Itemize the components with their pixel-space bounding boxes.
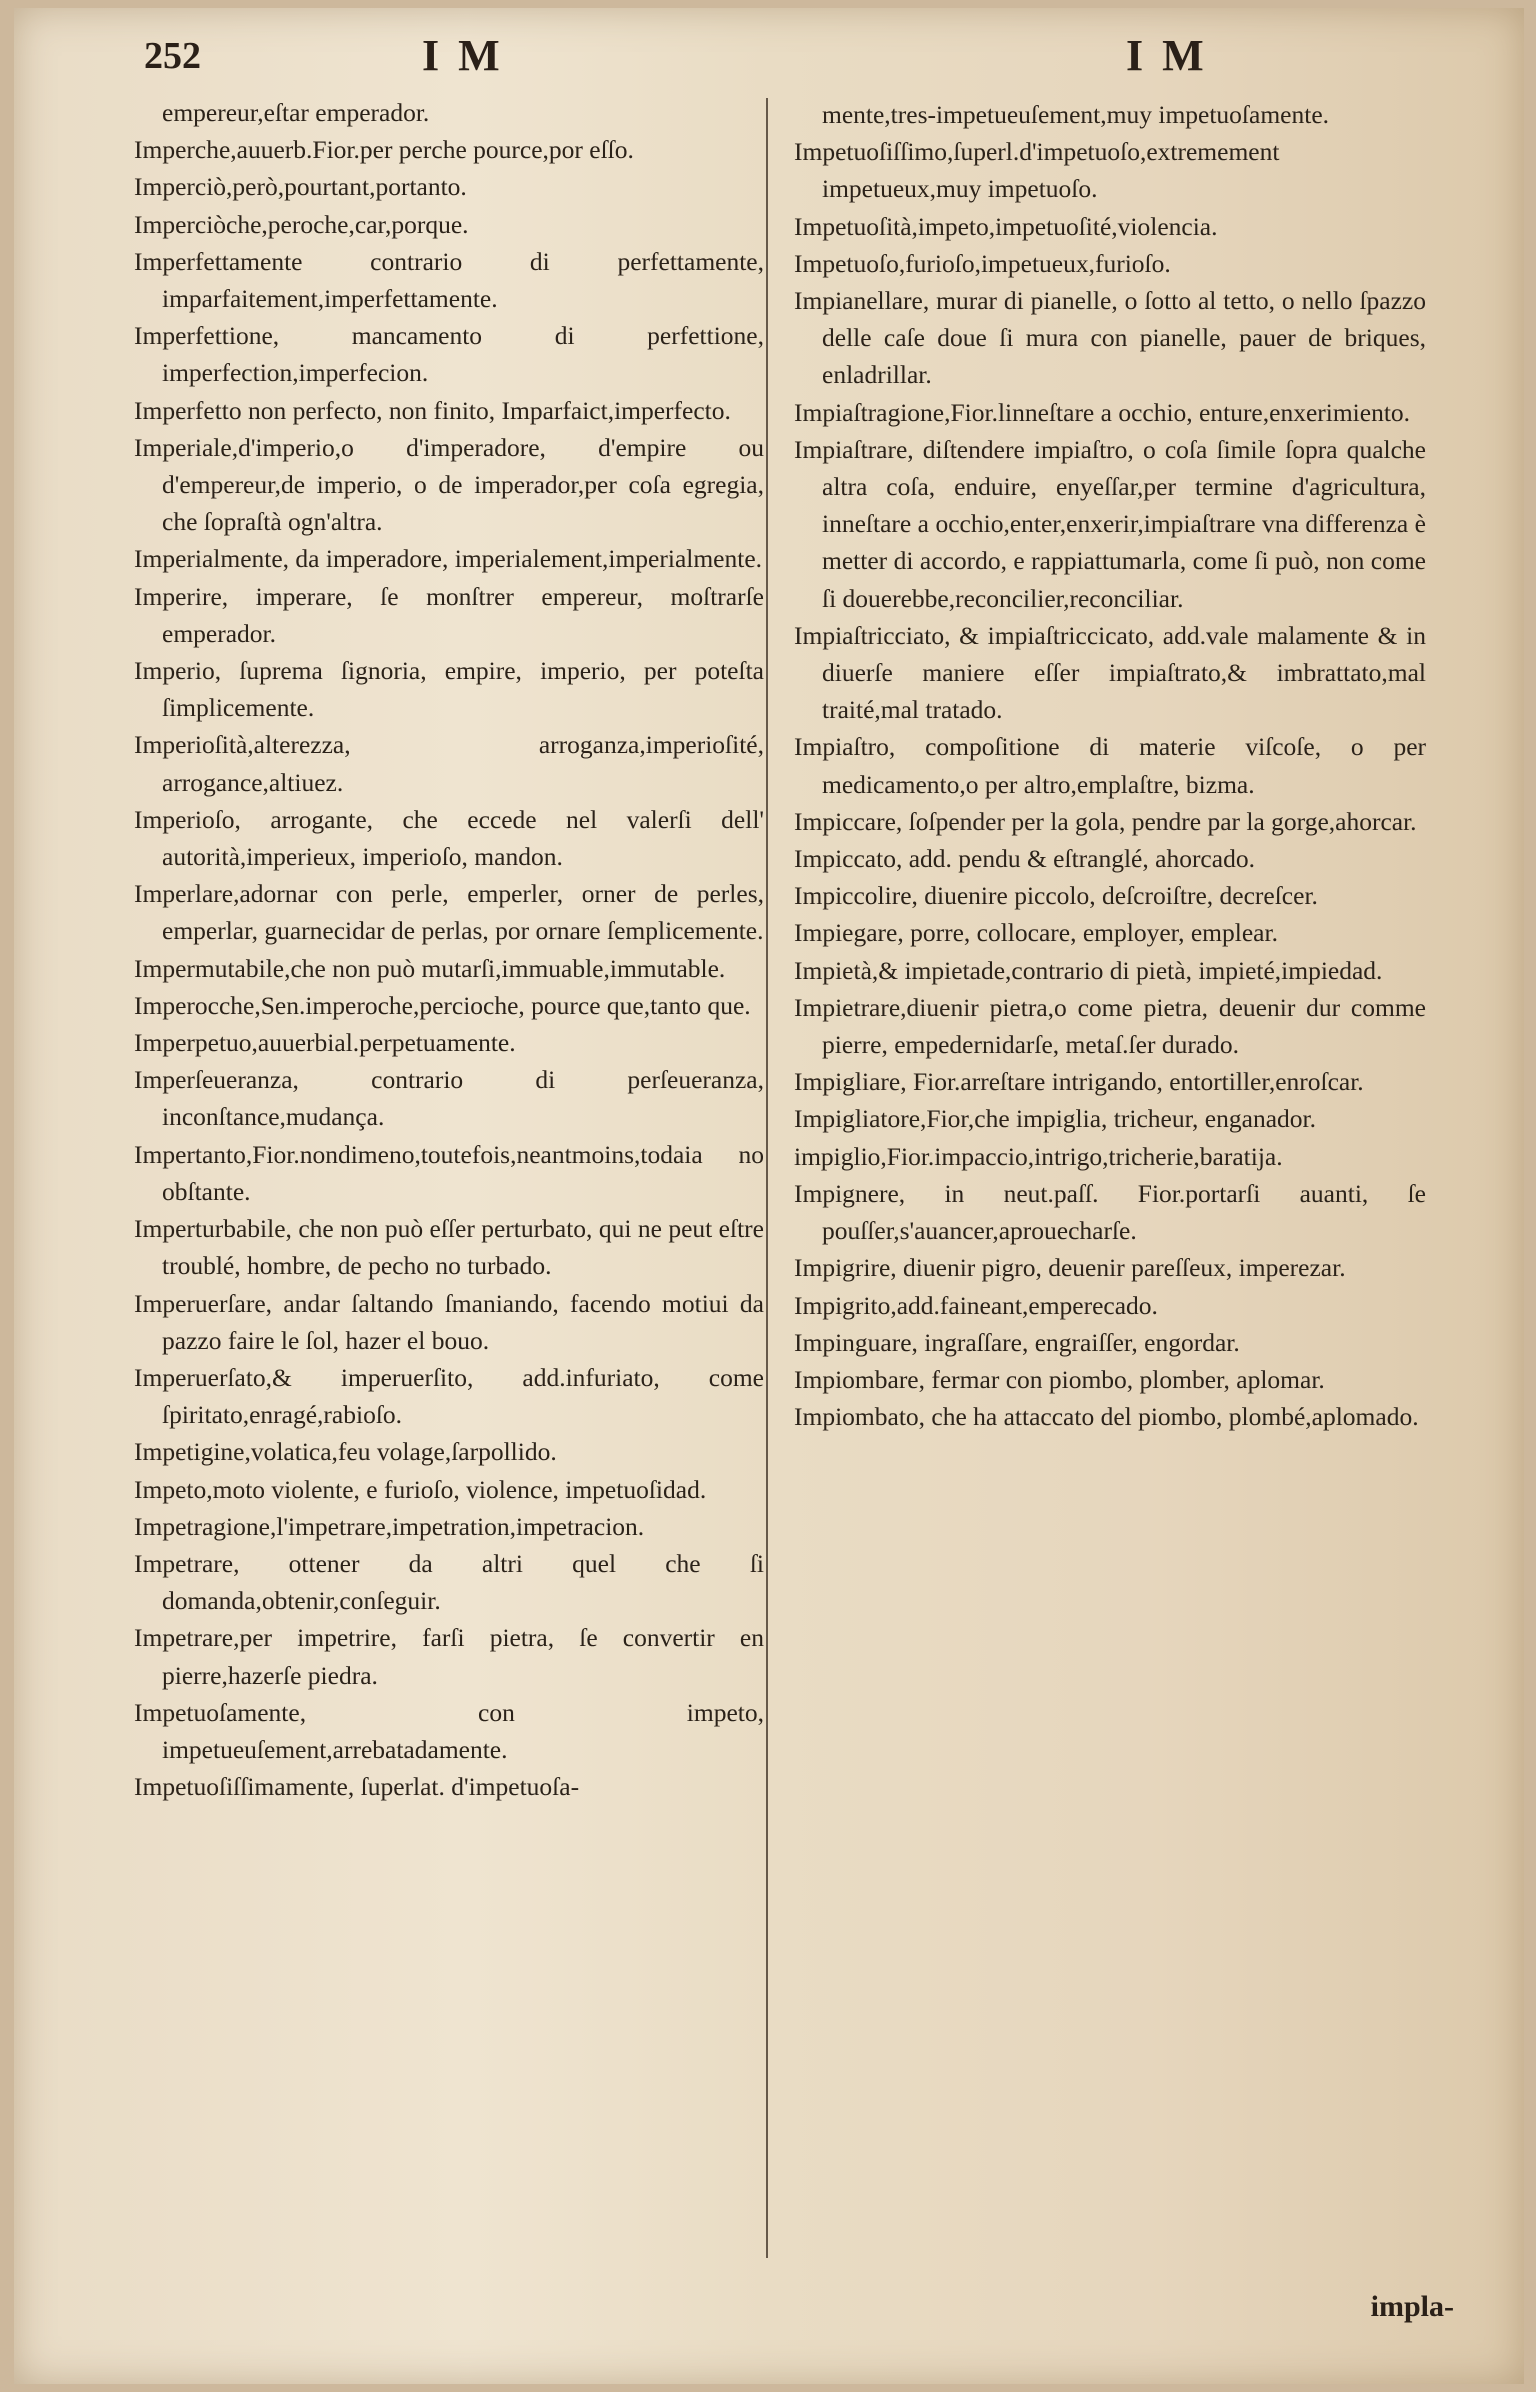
dictionary-entry: Impiccare, ſoſpender per la gola, pendre par la gorge,ahorcar.: [794, 806, 1417, 836]
dictionary-entry: Impetuoſamente, con impeto, impetueuſement,arrebatadamente.: [134, 1697, 764, 1764]
dictionary-entry: Imperuerſare, andar ſaltando ſmaniando, facendo motiui da pazzo faire le ſol, hazer el bouo.: [134, 1288, 764, 1355]
dictionary-entry: Impietà,& impietade,contrario di pietà, impieté,impiedad.: [794, 955, 1383, 985]
dictionary-entry: Impigrito,add.faineant,emperecado.: [794, 1290, 1158, 1320]
dictionary-entry: Impetrare, ottener da altri quel che ſi domanda,obtenir,conſeguir.: [134, 1548, 764, 1616]
running-head-left: I M: [422, 31, 504, 80]
dictionary-entry: Impetuoſità,impeto,impetuoſité,violencia.: [794, 211, 1218, 241]
dictionary-entry: Imperturbabile, che non può eſſer perturbato, qui ne peut eſtre troublé, hombre, de pecho no turbado.: [134, 1214, 764, 1281]
column-rule: [766, 98, 768, 2258]
dictionary-entry: mente,tres-impetueuſement,muy impetuoſamente.: [822, 100, 1330, 129]
dictionary-entry: Imperciò,però,pourtant,portanto.: [134, 172, 467, 202]
dictionary-entry: Impiegare, porre, collocare, employer, emplear.: [794, 918, 1278, 948]
dictionary-entry: Impigrire, diuenir pigro, deuenir pareſſeux, imperezar.: [794, 1253, 1346, 1283]
dictionary-entry: Impignere, in neut.paſſ. Fior.portarſi auanti, ſe pouſſer,s'auancer,aprouecharſe.: [794, 1178, 1426, 1246]
dictionary-entry: Impigliare, Fior.arreſtare intrigando, entortiller,enroſcar.: [794, 1067, 1364, 1097]
dictionary-entry: Impiccolire, diuenire piccolo, deſcroiſtre, decreſcer.: [794, 881, 1318, 911]
dictionary-entry: Imperialmente, da imperadore, imperialement,imperialmente.: [134, 544, 763, 574]
running-head-right: I M: [1126, 31, 1208, 80]
dictionary-entry: Impetuoſiſſimamente, ſuperlat. d'impetuoſa-: [134, 1772, 580, 1802]
dictionary-entry: Imperfettione, mancamento di perfettione, imperfection,imperfecion.: [134, 321, 764, 388]
dictionary-entry: Imperuerſato,& imperuerſito, add.infuriato, come ſpiritato,enragé,rabioſo.: [134, 1362, 764, 1430]
dictionary-entry: Impiombare, fermar con piombo, plomber, aplomar.: [794, 1364, 1325, 1394]
page-number: 252: [144, 35, 201, 77]
dictionary-entry: Impermutabile,che non può mutarſi,immuable,immutable.: [134, 953, 726, 983]
dictionary-entry: Impetigine,volatica,feu volage,ſarpollido.: [134, 1437, 557, 1467]
dictionary-entry: Impiccato, add. pendu & eſtranglé, ahorcado.: [794, 844, 1255, 874]
dictionary-entry: Impertanto,Fior.nondimeno,toutefois,neantmoins,todaia no obſtante.: [134, 1139, 764, 1206]
dictionary-entry: Impiaſtro, compoſitione di materie viſcoſe, o per medicamento,o per altro,emplaſtre, bizma.: [794, 732, 1426, 799]
book-page: [14, 8, 1524, 2384]
dictionary-entry: Imperlare,adornar con perle, emperler, orner de perles, emperlar, guarnecidar de perlas, por ornare ſemplicemente.: [134, 879, 764, 946]
dictionary-entry: Impigliatore,Fior,che impiglia, tricheur, enganador.: [794, 1104, 1316, 1134]
dictionary-entry: Impiaſtrare, diſtendere impiaſtro, o coſa ſimile ſopra qualche altra coſa, enduire, enyeſſar,per termine d'agricultura, inneſtare a occhio,enter,enxerir,impiaſtrare vna differenza è metter di accordo, e rappiattumarla, come ſi può, non come ſi douerebbe,reconcilier,reconciliar.: [794, 434, 1426, 613]
dictionary-entry: Imperciòche,peroche,car,porque.: [134, 209, 469, 239]
dictionary-entry: Imperire, imperare, ſe monſtrer empereur, moſtrarſe emperador.: [134, 581, 764, 648]
left-column: [134, 94, 764, 1805]
dictionary-entry: Impietrare,diuenir pietra,o come pietra, deuenir dur comme pierre, empedernidarſe, metaſ.ſer durado.: [794, 992, 1426, 1060]
dictionary-entry: Impetragione,l'impetrare,impetration,impetracion.: [134, 1511, 645, 1541]
dictionary-entry: Impeto,moto violente, e furioſo, violence, impetuoſidad.: [134, 1474, 707, 1504]
dictionary-entry: Impinguare, ingraſſare, engraiſſer, engordar.: [794, 1327, 1240, 1357]
dictionary-entry: Impetrare,per impetrire, farſi pietra, ſe convertir en pierre,hazerſe piedra.: [134, 1623, 764, 1690]
dictionary-entry: Imperioſità,alterezza, arroganza,imperioſité, arrogance,altiuez.: [134, 730, 764, 797]
dictionary-entry: impiglio,Fior.impaccio,intrigo,tricherie,baratija.: [794, 1141, 1283, 1171]
dictionary-entry: Impetuoſo,furioſo,impetueux,furioſo.: [794, 248, 1171, 278]
dictionary-entry: Imperfetto non perfecto, non finito, Imparfaict,imperfecto.: [134, 395, 731, 425]
right-column: [794, 96, 1426, 1435]
dictionary-entry: Imperioſo, arrogante, che eccede nel valerſi dell' autorità,imperieux, imperioſo, mandon.: [134, 804, 764, 872]
dictionary-entry: Impiaſtragione,Fior.linneſtare a occhio, enture,enxerimiento.: [794, 397, 1411, 427]
dictionary-entry: Imperiale,d'imperio,o d'imperadore, d'empire ou d'empereur,de imperio, o de imperador,per coſa egregia, che ſopraſtà ogn'altra.: [134, 432, 764, 537]
dictionary-entry: Impiombato, che ha attaccato del piombo, plombé,aplomado.: [794, 1402, 1419, 1432]
dictionary-entry: Impetuoſiſſimo,ſuperl.d'impetuoſo,extremement impetueux,muy impetuoſo.: [794, 137, 1280, 204]
catchword: impla-: [1370, 2290, 1454, 2323]
dictionary-entry: Imperio, ſuprema ſignoria, empire, imperio, per poteſta ſimplicemente.: [134, 656, 764, 723]
dictionary-entry: Imperfettamente contrario di perfettamente, imparfaitement,imperfettamente.: [134, 246, 764, 314]
dictionary-entry: Imperocche,Sen.imperoche,percioche, pource que,tanto que.: [134, 990, 751, 1020]
dictionary-entry: Impianellare, murar di pianelle, o ſotto al tetto, o nello ſpazzo delle caſe doue ſi mura con pianelle, pauer de briques, enladrillar.: [794, 286, 1426, 390]
dictionary-entry: empereur,eſtar emperador.: [162, 98, 430, 127]
dictionary-entry: Imperche,auuerb.Fior.per perche pource,por eſſo.: [134, 135, 634, 165]
dictionary-entry: Impiaſtricciato, & impiaſtriccicato, add.vale malamente & in diuerſe maniere eſſer impiaſtrato,& imbrattato,mal traité,mal tratado.: [794, 620, 1426, 725]
dictionary-entry: Imperpetuo,auuerbial.perpetuamente.: [134, 1028, 516, 1058]
dictionary-entry: Imperſeueranza, contrario di perſeueranza, inconſtance,mudança.: [134, 1065, 764, 1132]
